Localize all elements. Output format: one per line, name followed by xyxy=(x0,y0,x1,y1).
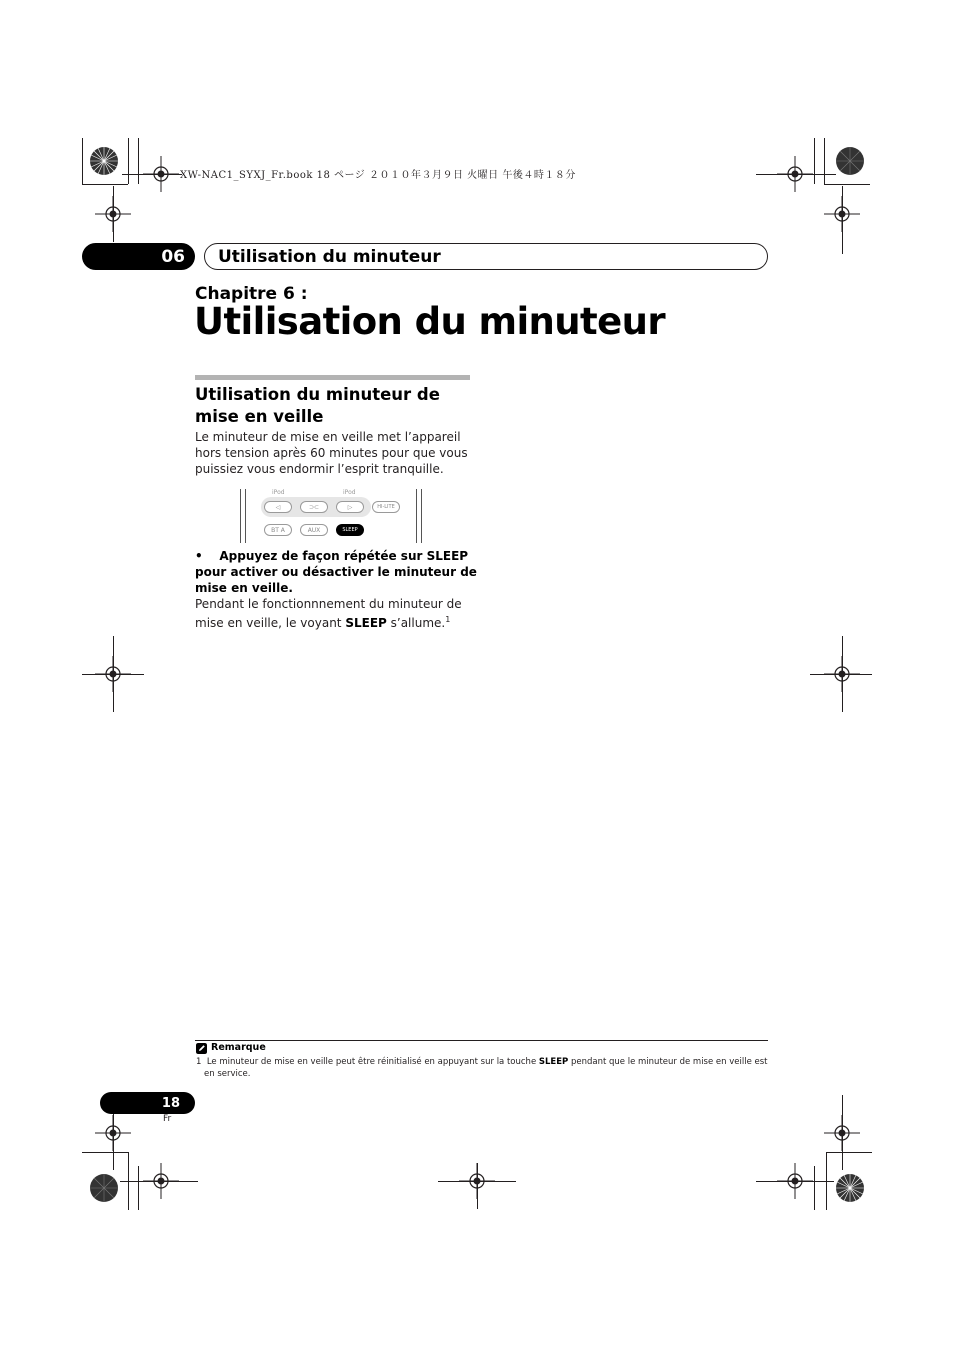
bt-audio-button: BT A xyxy=(264,524,292,536)
chapter-number-tab xyxy=(82,243,195,270)
note-title: Remarque xyxy=(211,1042,266,1053)
footnote-number: 1 xyxy=(196,1057,202,1067)
sunburst-mark-bottom-right-icon xyxy=(835,1173,865,1203)
sleep-button: SLEEP xyxy=(336,524,364,536)
page-language: Fr xyxy=(163,1114,172,1124)
running-header xyxy=(204,243,768,270)
instruction-result xyxy=(195,596,480,631)
chapter-label: Chapitre 6 : xyxy=(195,284,308,304)
footnote-text-end: pendant que le minuteur de mise en veille est en service. xyxy=(204,1057,768,1079)
footnote-text: Le minuteur de mise en veille peut être réinitialisé en appuyant sur la touche xyxy=(206,1057,539,1067)
instruction-step xyxy=(195,548,480,596)
footnote-sleep-label: SLEEP xyxy=(538,1057,569,1067)
ipod-menu-button: ⊃⊂ xyxy=(300,501,328,513)
sunburst-mark-top-left-icon xyxy=(89,146,119,176)
sleep-indicator-label: SLEEP xyxy=(345,616,387,630)
sunburst-mark-top-right-icon xyxy=(835,146,865,176)
chapter-number: 06 xyxy=(161,246,185,267)
page-title: Utilisation du minuteur xyxy=(194,300,665,343)
page-number: 18 xyxy=(161,1095,180,1111)
ipod-label: iPod xyxy=(343,489,356,496)
footnote xyxy=(196,1056,779,1080)
note-pencil-icon xyxy=(196,1043,207,1054)
bullet: • xyxy=(195,549,203,563)
hi-lite-button: HI-LITE xyxy=(372,501,400,513)
print-job-header: XW-NAC1_SYXJ_Fr.book 18 ページ ２０１０年３月９日 火曜日 午後４時１８分 xyxy=(180,170,576,181)
ipod-next-button: ▷ xyxy=(336,501,364,513)
section-heading: Utilisation du minuteur de mise en veille xyxy=(195,385,440,426)
aux-button: AUX xyxy=(300,524,328,536)
section-intro: Le minuteur de mise en veille met l’appareil hors tension après 60 minutes pour que vous puissiez vous endormir l’esprit tranquille. xyxy=(195,430,468,476)
footnote-divider xyxy=(195,1040,768,1041)
sunburst-mark-bottom-left-icon xyxy=(89,1173,119,1203)
section-divider xyxy=(195,375,470,380)
ipod-previous-button: ◁ xyxy=(264,501,292,513)
running-header-title: Utilisation du minuteur xyxy=(218,246,441,267)
remote-control-illustration xyxy=(240,489,424,543)
result-text-end: s’allume. xyxy=(386,616,446,630)
instruction-text: Appuyez de façon répétée sur SLEEP pour activer ou désactiver le minuteur de mise en veille. xyxy=(195,549,477,595)
page-number-tab xyxy=(100,1092,195,1114)
footnote-reference: 1 xyxy=(445,615,451,624)
result-text: Pendant le fonctionnnement du minuteur de mise en veille, le voyant xyxy=(195,597,462,630)
ipod-label: iPod xyxy=(272,489,285,496)
